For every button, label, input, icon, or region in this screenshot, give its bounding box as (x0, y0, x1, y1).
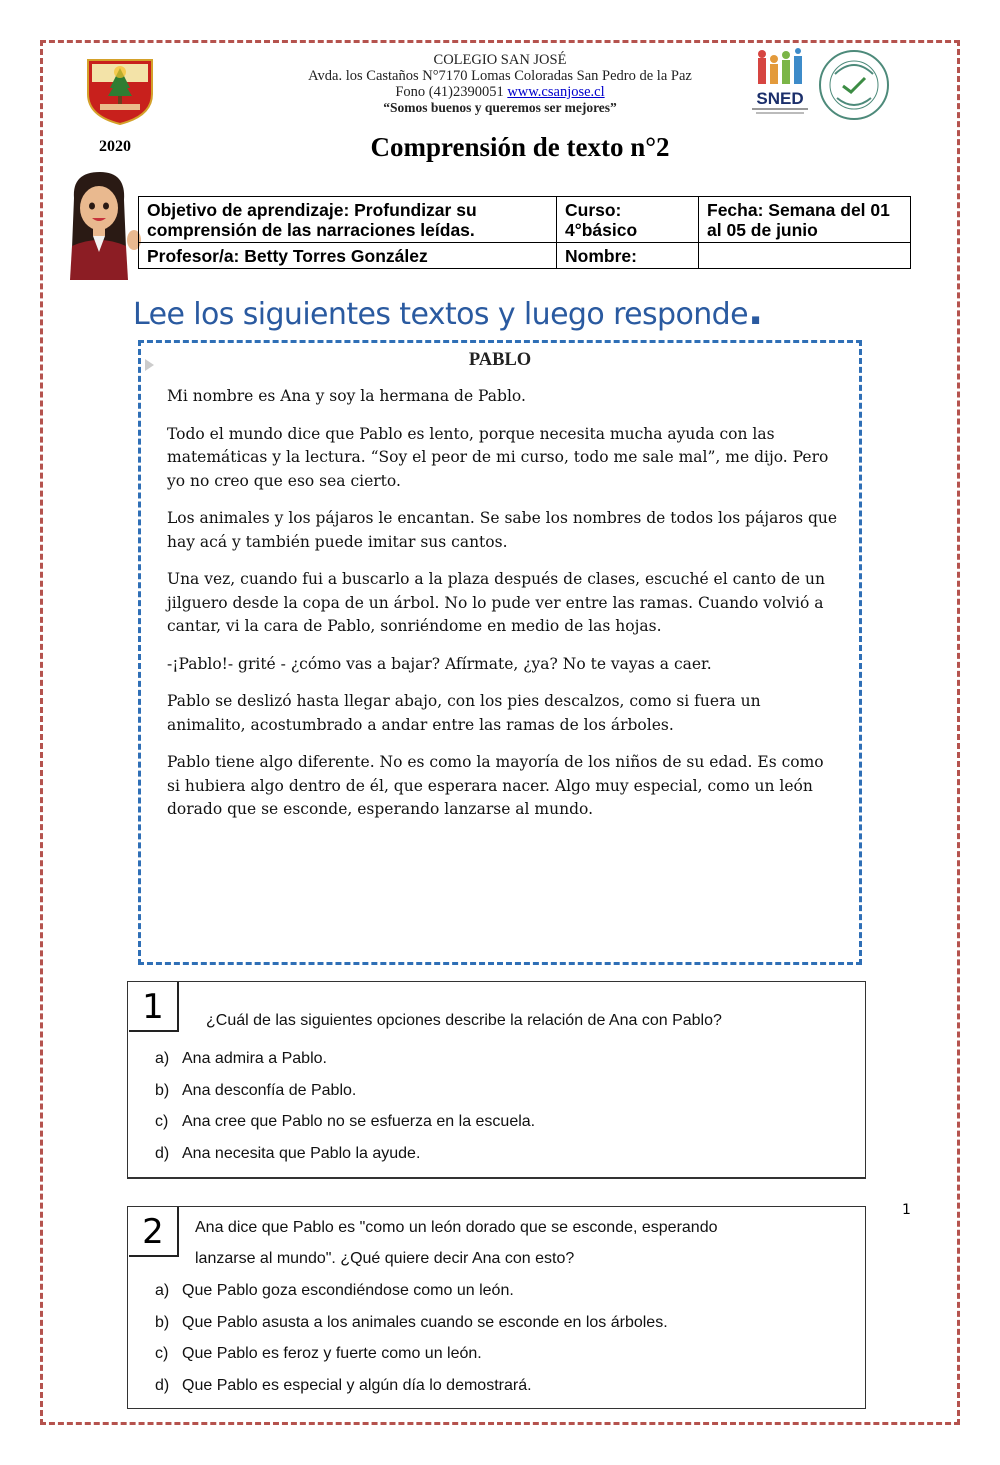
option-text: Ana desconfía de Pablo. (182, 1081, 357, 1099)
question-2-text-line2: lanzarse al mundo". ¿Qué quiere decir Ana con esto? (195, 1250, 575, 1267)
story-box (138, 340, 862, 965)
learning-objective: Objetivo de aprendizaje: Profundizar su comprensión de las narraciones leídas. (139, 197, 557, 243)
school-phone: Fono (41)2390051 (395, 84, 504, 100)
story-paragraph: Una vez, cuando fui a buscarlo a la plaza después de clases, escuché el canto de un jilguero desde la copa de un árbol. No lo pude ver entre las ramas. Cuando volvió a cantar, vi la cara de Pablo, sonriéndome en medio de las hojas. (167, 570, 825, 635)
teacher-label: Profesor/a: Betty Torres González (139, 243, 557, 269)
question-1-text: ¿Cuál de las siguientes opciones describe la relación de Ana con Pablo? (206, 1012, 722, 1029)
question-1-box (127, 981, 866, 1179)
option-text: Que Pablo goza escondiéndose como un león. (182, 1282, 514, 1299)
option-b[interactable] (155, 1082, 535, 1114)
instruction-text: Lee los siguientes textos y luego responde (133, 297, 748, 332)
option-b[interactable] (155, 1314, 668, 1346)
page-number: 1 (902, 1202, 911, 1218)
info-table (138, 196, 911, 269)
option-text: Ana cree que Pablo no se esfuerza en la escuela. (182, 1113, 536, 1130)
option-a[interactable] (155, 1282, 668, 1314)
school-address: Avda. los Castaños N°7170 Lomas Coloradas San Pedro de la Paz (308, 68, 692, 84)
environmental-certification-seal (817, 48, 891, 122)
option-letter: b) (155, 1081, 170, 1099)
question-2-options (155, 1282, 668, 1408)
story-body (167, 385, 839, 836)
option-text: Que Pablo es especial y algún día lo demostrará. (182, 1376, 532, 1394)
info-row-objective (139, 197, 911, 243)
option-letter: c) (155, 1345, 169, 1362)
school-motto: “Somos buenos y queremos ser mejores” (383, 100, 617, 115)
option-letter: b) (155, 1313, 170, 1331)
story-paragraph: Los animales y los pájaros le encantan. Se sabe los nombres de todos los pájaros que hay acá y también puede imitar sus cantos. (167, 509, 838, 551)
option-letter: a) (155, 1050, 170, 1067)
question-2-number: 2 (129, 1207, 179, 1257)
school-header (255, 52, 745, 116)
story-paragraph: Pablo se deslizó hasta llegar abajo, con los pies descalzos, como si fuera un animalito, acostumbrado a andar entre las ramas de los árboles. (167, 692, 761, 734)
story-paragraph: -¡Pablo!- grité - ¿cómo vas a bajar? Afírmate, ¿ya? No te vayas a caer. (167, 654, 712, 673)
sned-logo-text: SNED (756, 89, 804, 108)
option-text: Ana necesita que Pablo la ayude. (182, 1144, 421, 1162)
info-row-teacher (139, 243, 911, 269)
question-1-number: 1 (129, 982, 179, 1032)
school-name: COLEGIO SAN JOSÉ (433, 52, 567, 68)
option-text: Que Pablo es feroz y fuerte como un león. (182, 1345, 482, 1362)
teacher-avatar-icon (60, 168, 146, 280)
option-text: Que Pablo asusta a los animales cuando se esconde en los árboles. (182, 1313, 668, 1331)
date-label: Fecha: Semana del 01 al 05 de junio (699, 197, 911, 243)
school-website-link[interactable]: www.csanjose.cl (507, 84, 605, 100)
question-1-options (155, 1050, 535, 1176)
option-a[interactable] (155, 1050, 535, 1082)
question-2-text-line1: Ana dice que Pablo es "como un león dorado que se esconde, esperando (195, 1219, 718, 1236)
document-title: Comprensión de texto n°2 (370, 132, 670, 162)
sned-logo (746, 48, 814, 122)
option-letter: d) (155, 1376, 170, 1394)
option-c[interactable] (155, 1113, 535, 1145)
option-text: Ana admira a Pablo. (182, 1050, 327, 1067)
story-paragraph: Todo el mundo dice que Pablo es lento, porque necesita mucha ayuda con las matemáticas y la lectura. “Soy el peor de mi curso, todo me sale mal”, me dijo. Pero yo no creo que eso sea cierto. (167, 424, 829, 490)
story-title: PABLO (468, 350, 532, 370)
school-crest-logo (82, 50, 158, 126)
question-1-area (118, 975, 880, 1185)
course-label: Curso: 4°básico (557, 197, 699, 243)
instruction-dot: . (747, 288, 763, 334)
option-c[interactable] (155, 1345, 668, 1377)
school-year: 2020 (99, 138, 131, 155)
option-d[interactable] (155, 1145, 535, 1177)
story-paragraph: Pablo tiene algo diferente. No es como la mayoría de los niños de su edad. Es como si hubiera algo dentro de él, que esperara nacer. Algo muy especial, como un león dorado que se esconde, esperando lanzarse al mundo. (167, 753, 824, 818)
student-name-label: Nombre: (557, 243, 699, 269)
question-2-box (127, 1206, 866, 1409)
student-name-field[interactable] (699, 243, 911, 269)
story-paragraph: Mi nombre es Ana y soy la hermana de Pablo. (167, 387, 526, 405)
instruction-heading (133, 288, 763, 334)
option-letter: a) (155, 1282, 170, 1299)
option-d[interactable] (155, 1377, 668, 1409)
option-letter: d) (155, 1144, 170, 1162)
school-contact (255, 84, 745, 100)
option-letter: c) (155, 1113, 169, 1130)
question-2-area (118, 1200, 880, 1418)
